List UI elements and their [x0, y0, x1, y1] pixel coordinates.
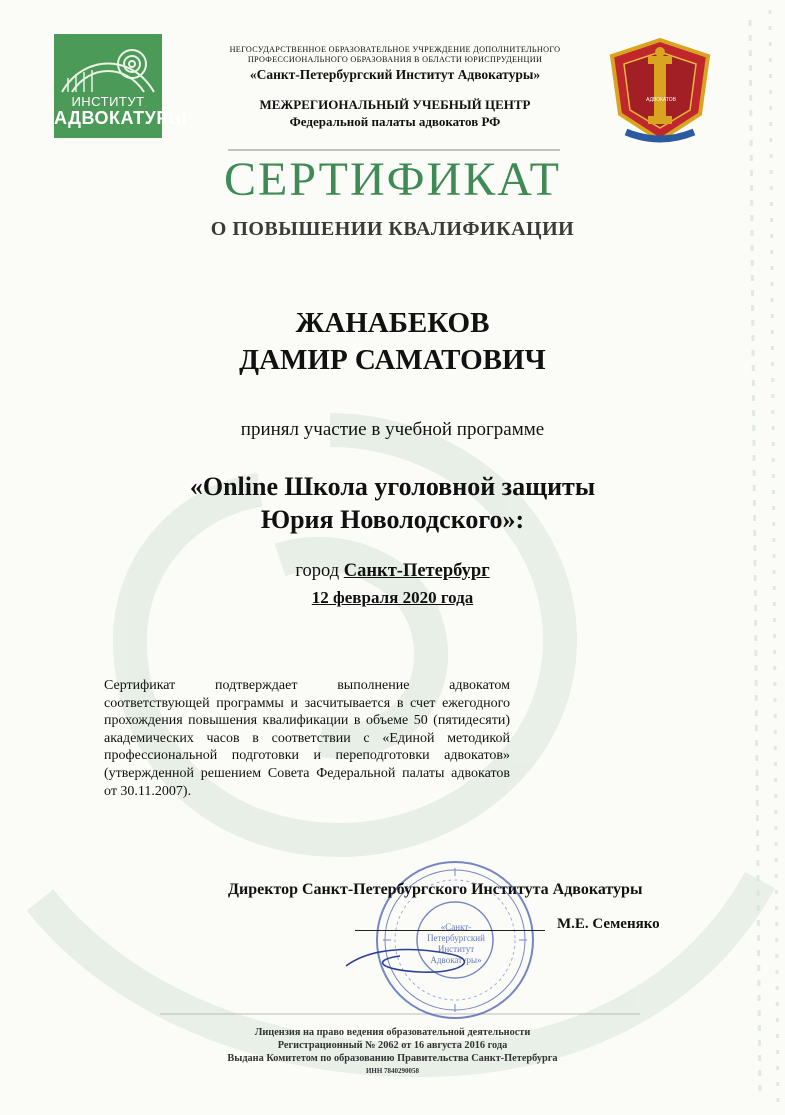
certificate-subtitle: О ПОВЫШЕНИИ КВАЛИФИКАЦИИ — [210, 218, 575, 240]
program-title-line-2: Юрия Новолодского»: — [260, 505, 525, 534]
stamp-line: «Санкт- — [440, 922, 472, 932]
city-prefix: город — [295, 561, 340, 581]
stamp-line: Петербургский — [427, 933, 485, 943]
license-line-1: Лицензия на право ведения образовательной деятельности — [254, 1027, 531, 1038]
org-line-2: ПРОФЕССИОНАЛЬНОГО ОБРАЗОВАНИЯ В ОБЛАСТИ ЮРИСПРУДЕНЦИИ — [247, 55, 543, 64]
license-line-3: Выдана Комитетом по образованию Правительства Санкт-Петербурга — [227, 1053, 558, 1064]
director-position: Директор Санкт-Петербургского Института Адвокатуры — [228, 881, 643, 898]
description-line: прохождения повышения квалификации в объеме 50 (пятидесяти) — [104, 713, 510, 729]
institute-logo — [54, 34, 187, 138]
description-line: (утвержденной решением Совета Федеральной палаты адвокатов — [104, 765, 510, 781]
location-line — [0, 561, 785, 582]
logo-arch-icon — [54, 34, 162, 94]
recipient-given-names: ДАМИР САМАТОВИЧ — [239, 344, 546, 376]
training-center-line-2: Федеральной палаты адвокатов РФ — [289, 114, 501, 129]
recipient-surname: ЖАНАБЕКОВ — [295, 307, 490, 339]
bar-association-emblem-icon — [604, 36, 716, 146]
city-name: Санкт-Петербург — [343, 561, 490, 581]
org-line-1: НЕГОСУДАРСТВЕННОЕ ОБРАЗОВАТЕЛЬНОЕ УЧРЕЖДЕНИЕ ДОПОЛНИТЕЛЬНОГО — [229, 45, 561, 54]
description-line: соответствующей программы и засчитывается в счет ежегодного — [104, 695, 510, 711]
stamp-line: Институт — [437, 944, 475, 954]
participation-text: принял участие в учебной программе — [240, 419, 545, 440]
description-line: от 30.11.2007). — [104, 783, 192, 799]
emblem-ribbon-text: АДВОКАТОВ — [646, 97, 676, 103]
handwritten-signature-icon — [340, 940, 490, 980]
license-info — [0, 1026, 785, 1078]
description-line: профессиональной подготовки и переподготовки адвокатов» — [104, 748, 510, 764]
signature-line — [355, 930, 545, 931]
stamp-line: Адвокатуры» — [430, 955, 482, 965]
logo-text-line1: ИНСТИТУТ — [71, 94, 145, 109]
description-line: Сертификат подтверждает выполнение адвокатом — [104, 678, 510, 693]
director-name: М.Е. Семеняко — [557, 916, 660, 932]
license-line-2: Регистрационный № 2062 от 16 августа 2016 года — [277, 1040, 508, 1051]
training-center-line-1: МЕЖРЕГИОНАЛЬНЫЙ УЧЕБНЫЙ ЦЕНТР — [259, 97, 531, 112]
license-inn: ИНН 7840290058 — [365, 1067, 420, 1075]
certificate-date: 12 февраля 2020 года — [311, 588, 474, 607]
description-line: академических часов в соответствии с «Единой методикой — [104, 730, 510, 746]
program-title-line-1: «Online Школа уголовной защиты — [189, 472, 596, 501]
certificate-description — [104, 677, 510, 800]
institute-name: «Санкт-Петербургский Институт Адвокатуры» — [249, 67, 541, 82]
logo-text-line2: АДВОКАТУРЫ — [54, 108, 187, 128]
certificate-title: СЕРТИФИКАТ — [224, 153, 561, 206]
